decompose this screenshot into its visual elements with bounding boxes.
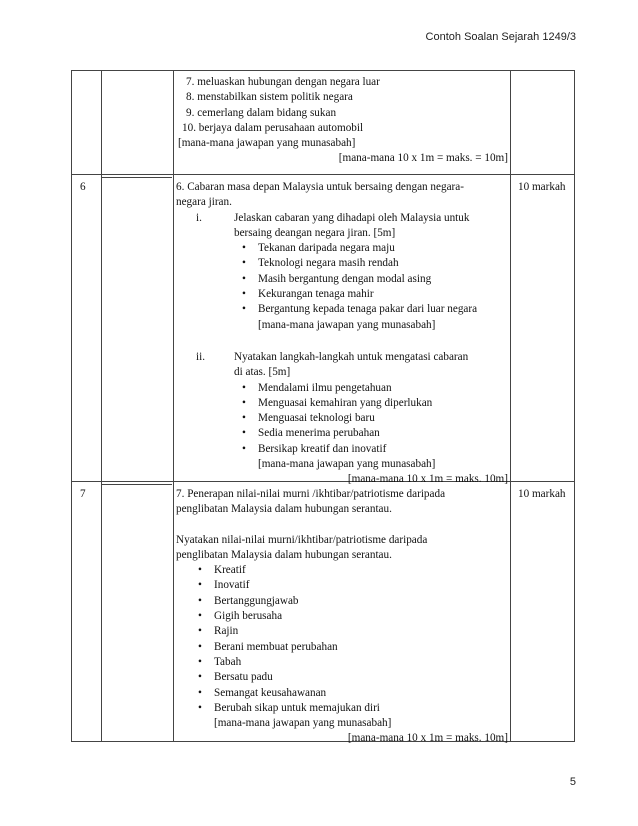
- question-title: 6. Cabaran masa depan Malaysia untuk bersaing dengan negara-: [176, 181, 464, 193]
- sub-question-label: ii.: [196, 350, 206, 363]
- question-6-content: [176, 180, 510, 488]
- sub-question-label: i.: [196, 211, 202, 224]
- list-item: • Menguasai teknologi baru: [234, 411, 510, 426]
- list-item: 9. cemerlang dalam bidang sukan: [186, 106, 337, 119]
- list-item: • Teknologi negara masih rendah: [234, 256, 510, 271]
- list-item: • Tekanan daripada negara maju: [234, 241, 510, 256]
- question-title: negara jiran.: [176, 196, 232, 209]
- row-divider-marker: [101, 484, 172, 485]
- sub-question-text: Jelaskan cabaran yang dihadapi oleh Malaysia untuk: [234, 211, 470, 224]
- list-item: • Semangat keusahawanan: [190, 686, 510, 701]
- prev-row-content: [176, 75, 510, 167]
- answer-note: [mana-mana jawapan yang munasabah]: [214, 717, 392, 730]
- page-header: Contoh Soalan Sejarah 1249/3: [425, 31, 576, 43]
- answer-list: [234, 381, 510, 457]
- sub-question-text: di atas. [5m]: [234, 366, 291, 379]
- answer-list: [234, 241, 510, 317]
- list-item: • Kekurangan tenaga mahir: [234, 287, 510, 302]
- question-7-content: [176, 487, 510, 747]
- list-item: • Mendalami ilmu pengetahuan: [234, 381, 510, 396]
- list-item: • Gigih berusaha: [190, 609, 510, 624]
- page-number: 5: [569, 776, 576, 788]
- list-item: 10. berjaya dalam perusahaan automobil: [182, 121, 364, 134]
- column-divider: [173, 71, 174, 741]
- sub-question-text: Nyatakan langkah-langkah untuk mengatasi cabaran: [234, 350, 469, 363]
- list-item: 8. menstabilkan sistem politik negara: [186, 91, 353, 104]
- list-item: • Bersatu padu: [190, 670, 510, 685]
- question-text: penglibatan Malaysia dalam hubungan serantau.: [176, 548, 392, 561]
- question-number: 7: [80, 488, 86, 500]
- question-title: 7. Penerapan nilai-nilai murni /ikhtibar/patriotisme daripada: [176, 488, 446, 500]
- marks-label: 10 markah: [518, 488, 566, 500]
- answer-note: [mana-mana jawapan yang munasabah]: [178, 137, 356, 150]
- question-title: penglibatan Malaysia dalam hubungan serantau.: [176, 503, 392, 516]
- row-divider: [72, 174, 574, 175]
- marks-rule: [mana-mana 10 x 1m = maks. = 10m]: [338, 152, 508, 165]
- column-divider: [510, 71, 511, 741]
- sub-question-ii: [176, 350, 510, 472]
- list-item: • Menguasai kemahiran yang diperlukan: [234, 396, 510, 411]
- question-text: Nyatakan nilai-nilai murni/ikhtibar/patriotisme daripada: [176, 533, 428, 546]
- answer-note: [mana-mana jawapan yang munasabah]: [258, 318, 436, 331]
- question-number: 6: [80, 181, 86, 193]
- list-item: • Sedia menerima perubahan: [234, 426, 510, 441]
- list-item: • Berubah sikap untuk memajukan diri: [190, 701, 510, 716]
- list-item: • Inovatif: [190, 578, 510, 593]
- list-item: • Berani membuat perubahan: [190, 640, 510, 655]
- sub-question-text: bersaing deangan negara jiran. [5m]: [234, 226, 396, 239]
- marks-label: 10 markah: [518, 181, 566, 193]
- list-item: • Bergantung kepada tenaga pakar dari luar negara: [234, 302, 510, 317]
- list-item: • Tabah: [190, 655, 510, 670]
- marks-rule: [mana-mana 10 x 1m = maks. 10m]: [347, 473, 508, 486]
- answer-scheme-table: [71, 70, 575, 745]
- marks-rule: [mana-mana 10 x 1m = maks. 10m]: [347, 732, 508, 745]
- list-item: • Bertanggungjawab: [190, 594, 510, 609]
- row-divider-marker: [101, 177, 172, 178]
- answer-note: [mana-mana jawapan yang munasabah]: [258, 458, 436, 471]
- list-item: • Rajin: [190, 624, 510, 639]
- list-item: • Bersikap kreatif dan inovatif: [234, 442, 510, 457]
- list-item: • Kreatif: [190, 563, 510, 578]
- sub-question-i: [176, 211, 510, 333]
- column-divider: [101, 71, 102, 741]
- answer-list: [190, 563, 510, 716]
- list-item: • Masih bergantung dengan modal asing: [234, 272, 510, 287]
- list-item: 7. meluaskan hubungan dengan negara luar: [186, 76, 380, 88]
